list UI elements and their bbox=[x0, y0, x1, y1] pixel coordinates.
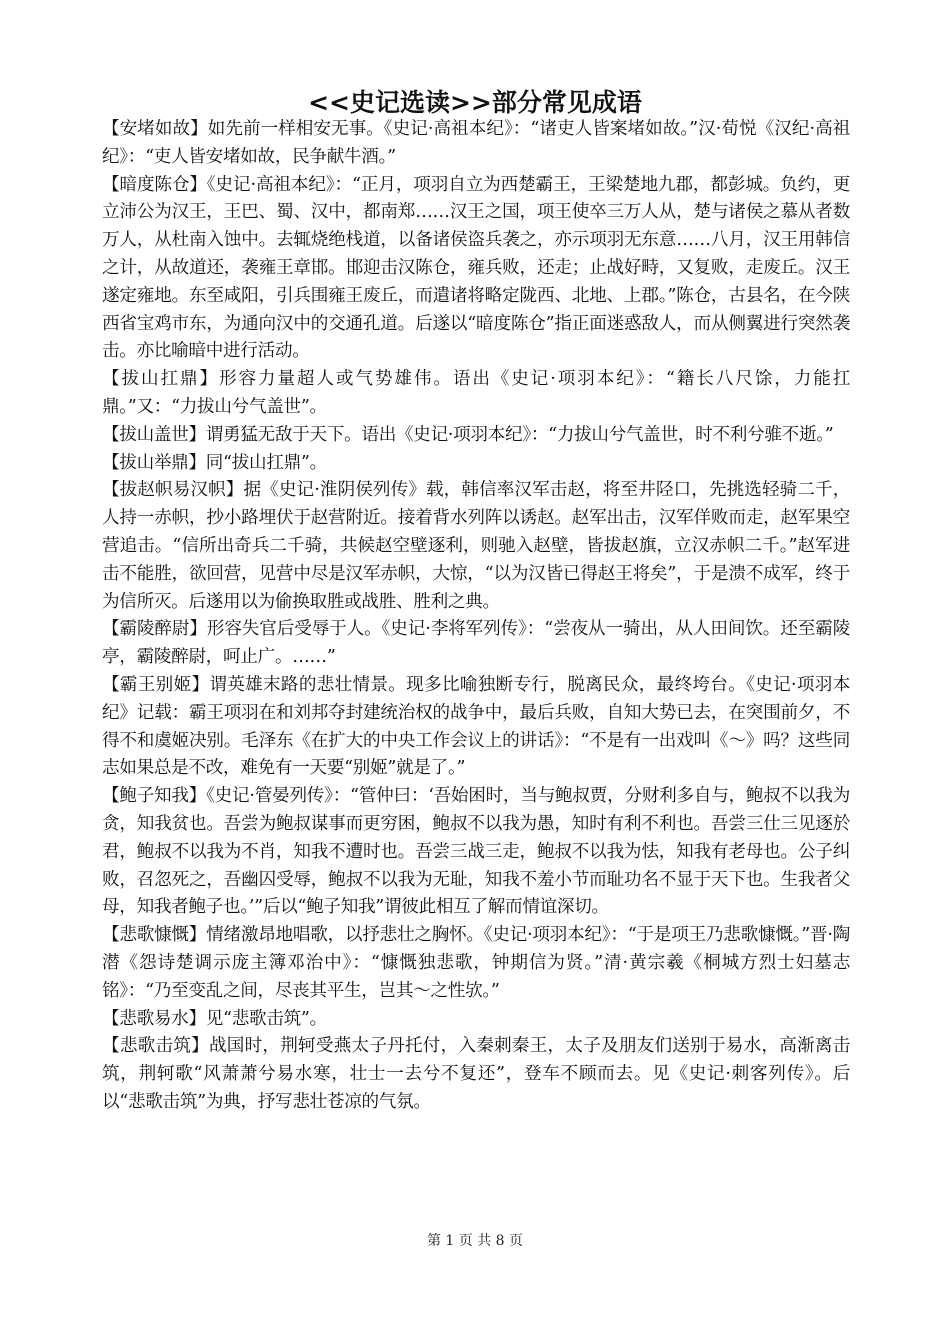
idiom-term: 【悲歌慷慨】 bbox=[102, 925, 207, 946]
idiom-entry-ba-shan-ju-ding bbox=[102, 450, 850, 478]
idiom-term: 【悲歌易水】 bbox=[102, 1008, 206, 1029]
idiom-entry-bao-zi-zhi-wo bbox=[102, 783, 850, 922]
idiom-entry-bei-ge-kang-kai bbox=[102, 922, 850, 1005]
idiom-definition: 谓英雄末路的悲壮情景。现多比喻独断专行，脱离民众，最终垮台。《史记·项羽本纪》记载：霸王项羽在和刘邦夺封建统治权的战争中，最后兵败，自知大势已去，在突围前夕，不得不和虞姬决别。毛泽东《在扩大的中央工作会议上的讲话》：“不是有一出戏叫《～》吗？这些同志如果总是不改，难免有一天要“别姬”就是了。” bbox=[102, 674, 850, 779]
idiom-term: 【拔赵帜易汉帜】 bbox=[102, 480, 244, 501]
idiom-term: 【鲍子知我】 bbox=[102, 786, 207, 807]
idiom-term: 【暗度陈仓】 bbox=[102, 174, 207, 195]
idiom-term: 【霸陵醉尉】 bbox=[102, 619, 207, 640]
idiom-definition: 见“悲歌击筑”。 bbox=[205, 1008, 327, 1029]
idiom-term: 【悲歌击筑】 bbox=[102, 1036, 209, 1057]
idiom-definition: 情绪激昂地唱歌，以抒悲壮之胸怀。《史记·项羽本纪》：“于是项王乃悲歌慷慨。”晋·陶潜《怨诗楚调示庞主簿邓治中》：“慷慨独悲歌，钟期信为贤。”清·黄宗羲《桐城方烈士妇墓志铭》：“乃至变乱之间，尽丧其平生，岂其～之性欤。” bbox=[102, 925, 851, 1001]
idiom-entry-ba-shan-kang-ding bbox=[102, 366, 850, 422]
idiom-entry-an-du-ru-gu bbox=[102, 116, 850, 172]
idiom-definition: 《史记·管晏列传》：“管仲曰：‘吾始困时，当与鲍叔贾，分财利多自与，鲍叔不以我为贪，知我贫也。吾尝为鲍叔谋事而更穷困，鲍叔不以我为愚，知时有利不利也。吾尝三仕三见逐於君，鲍叔不以我为不肖，知我不遭时也。吾尝三战三走，鲍叔不以我为怯，知我有老母也。公子纠败，召忽死之，吾幽囚受辱，鲍叔不以我为无耻，知我不羞小节而耻功名不显于天下也。生我者父母，知我者鲍子也。’”后以“鲍子知我”谓彼此相互了解而情谊深切。 bbox=[102, 786, 850, 918]
page-footer: 第 1 页 共 8 页 bbox=[426, 1233, 524, 1249]
idiom-entry-ba-zhao-zhi-yi-han-zhi bbox=[102, 477, 850, 616]
idiom-list bbox=[102, 116, 850, 1117]
idiom-definition: 形容力量超人或气势雄伟。语出《史记·项羽本纪》：“籍长八尺馀，力能扛鼎。”又：“力拔山兮气盖世”。 bbox=[102, 369, 851, 417]
idiom-entry-bei-ge-yi-shui bbox=[102, 1006, 850, 1034]
idiom-term: 【拔山盖世】 bbox=[102, 424, 206, 445]
idiom-entry-an-du-chen-cang bbox=[102, 172, 850, 367]
idiom-term: 【霸王别姬】 bbox=[102, 674, 210, 695]
idiom-definition: 战国时，荆轲受燕太子丹托付，入秦刺秦王，太子及朋友们送别于易水，高渐离击筑，荆轲歌“风萧萧兮易水寒，壮士一去兮不复还”，登车不顾而去。见《史记·刺客列传》。后以“悲歌击筑”为典，抒写悲壮苍凉的气氛。 bbox=[102, 1036, 850, 1112]
idiom-definition: 同“拔山扛鼎”。 bbox=[205, 452, 327, 473]
idiom-entry-ba-shan-gai-shi bbox=[102, 422, 850, 450]
idiom-definition: 谓勇猛无敌于天下。语出《史记·项羽本纪》：“力拔山兮气盖世，时不利兮骓不逝。” bbox=[205, 424, 834, 445]
idiom-definition: 形容失官后受辱于人。《史记·李将军列传》：“尝夜从一骑出，从人田间饮。还至霸陵亭，霸陵醉尉，呵止广。……” bbox=[102, 619, 851, 668]
idiom-definition: 《史记·高祖本纪》：“正月，项羽自立为西楚霸王，王梁楚地九郡，都彭城。负约，更立沛公为汉王，王巴、蜀、汉中，都南郑……汉王之国，项王使卒三万人从，楚与诸侯之慕从者数万人，从杜南入蚀中。去辄烧绝栈道，以备诸侯盗兵袭之，亦示项羽无东意……八月，汉王用韩信之计，从故道还，袭雍王章邯。邯迎击汉陈仓，雍兵败，还走；止战好畤，又复败，走废丘。汉王遂定雍地。东至咸阳，引兵围雍王废丘，而遣诸将略定陇西、北地、上郡。”陈仓，古县名，在今陕西省宝鸡市东，为通向汉中的交通孔道。后遂以“暗度陈仓”指正面迷惑敌人，而从侧翼进行突然袭击。亦比喻暗中进行活动。 bbox=[102, 174, 851, 362]
page-title: <<史记选读>>部分常见成语 bbox=[308, 88, 642, 117]
idiom-entry-bei-ge-ji-zhu bbox=[102, 1033, 850, 1116]
idiom-term: 【安堵如故】 bbox=[102, 119, 208, 139]
idiom-term: 【拔山举鼎】 bbox=[102, 452, 206, 473]
idiom-entry-ba-ling-zui-wei bbox=[102, 616, 850, 672]
idiom-definition: 如先前一样相安无事。《史记·高祖本纪》：“诸吏人皆案堵如故。”汉·荀悦《汉纪·高祖纪》：“吏人皆安堵如故，民争献牛酒。” bbox=[102, 119, 851, 167]
idiom-term: 【拔山扛鼎】 bbox=[102, 369, 219, 390]
idiom-definition: 据《史记·淮阴侯列传》载，韩信率汉军击赵，将至井陉口，先挑选轻骑二千，人持一赤帜，抄小路埋伏于赵营附近。接着背水列阵以诱赵。赵军出击，汉军佯败而走，赵军果空营追击。“信所出奇兵二千骑，共候赵空壁逐利，则驰入赵壁，皆拔赵旗，立汉赤帜二千。”赵军进击不能胜，欲回营，见营中尽是汉军赤帜，大惊，“以为汉皆已得赵王将矣”，于是溃不成军，终于为信所灭。后遂用以为偷换取胜或战胜、胜利之典。 bbox=[102, 480, 850, 612]
idiom-entry-ba-wang-bie-ji bbox=[102, 672, 850, 783]
